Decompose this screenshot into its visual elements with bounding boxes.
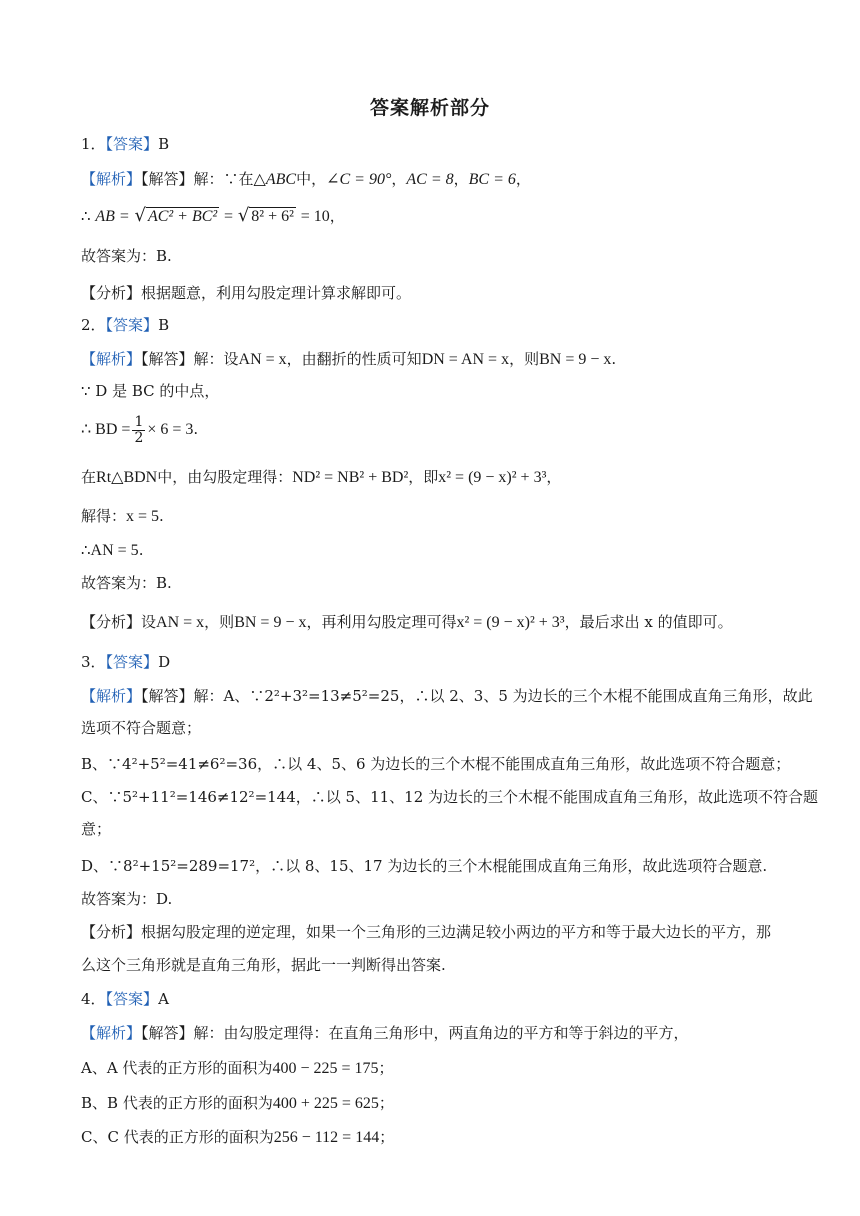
q4-b-line bbox=[81, 1093, 811, 1114]
q1-therefore: ∴ bbox=[81, 207, 91, 225]
q2-final: 故答案为：B. bbox=[81, 574, 172, 592]
q2-l1f: BN = 9 − x bbox=[539, 351, 612, 368]
q1-analysis-tag: 【分析】 bbox=[81, 284, 142, 302]
q4-a-line bbox=[81, 1058, 811, 1079]
q2-an-d: BN = 9 − x bbox=[234, 614, 307, 631]
q4-c-math: 256 − 112 = 144 bbox=[273, 1129, 380, 1146]
q2-l4f: x² = (9 − x)² + 3³ bbox=[438, 469, 547, 486]
q2-l5a: 解得： bbox=[81, 507, 127, 525]
q3-c-line2: 意； bbox=[81, 820, 112, 838]
q4-a-math: 400 − 225 = 175 bbox=[272, 1060, 379, 1077]
q4-c-end: ； bbox=[379, 1128, 395, 1146]
q2-l3c: . bbox=[193, 420, 199, 438]
q2-jiexi-tag: 【解析】 bbox=[81, 350, 142, 368]
q2-l4d: ND² = NB² + BD² bbox=[292, 469, 409, 486]
q1-mid: 中， bbox=[296, 170, 327, 188]
q2-number: 2． bbox=[81, 316, 106, 334]
q1-eq: = bbox=[224, 208, 234, 225]
q2-line1 bbox=[81, 349, 811, 370]
q1-answer-tag: 【答案】 bbox=[105, 135, 159, 153]
q2-l5b: x = 5 bbox=[126, 508, 160, 525]
q2-line3 bbox=[81, 414, 811, 446]
q1-jiexi-tag: 【解析】 bbox=[81, 170, 142, 188]
q2-line5 bbox=[81, 506, 811, 527]
q1-comma1: ， bbox=[391, 170, 407, 188]
q4-number: 4． bbox=[81, 990, 106, 1008]
q2-l5c: . bbox=[159, 507, 164, 525]
q3-a-text1: 【解答】解：A、∵2²+3²=13≠5²=25，∴以 2、3、5 为边长的三个木棍不能围成直角三角形，故此 bbox=[141, 687, 813, 705]
q1-sqrt2: 8² + 6² bbox=[251, 208, 294, 225]
q4-a-text: A、A 代表的正方形的面积为 bbox=[81, 1059, 273, 1077]
q4-a-end: ； bbox=[378, 1059, 394, 1077]
q1-cond-angle: ∠C = 90° bbox=[326, 171, 392, 188]
q1-comma3: ， bbox=[515, 170, 531, 188]
q4-answer-tag: 【答案】 bbox=[105, 990, 159, 1008]
q4-b-math: 400 + 225 = 625 bbox=[272, 1095, 379, 1112]
q3-final: 故答案为：D. bbox=[81, 890, 173, 908]
q1-analysis bbox=[81, 283, 811, 303]
q4-b-text: B、B 代表的正方形的面积为 bbox=[81, 1094, 273, 1112]
q3-b-line: B、∵4²+5²=41≠6²=36，∴以 4、5、6 为边长的三个木棍不能围成直角三角形，故此选项不符合题意； bbox=[81, 755, 791, 773]
q2-an-b: AN = x bbox=[156, 614, 205, 631]
q2-an-c: ，则 bbox=[204, 613, 235, 631]
q2-l3b: × 6 = 3 bbox=[147, 421, 194, 438]
sqrt-icon: √ bbox=[134, 205, 146, 226]
q3-d-line: D、∵8²+15²=289=17²，∴以 8、15、17 为边长的三个木棍能围成直角三角形，故此选项符合题意. bbox=[81, 857, 768, 875]
q2-an-e: ，再利用勾股定理可得 bbox=[306, 613, 457, 631]
q1-sqrt1: AC² + BC² bbox=[147, 208, 218, 225]
q1-number: 1． bbox=[81, 135, 106, 153]
q3-analysis-text1: 根据勾股定理的逆定理，如果一个三角形的三边满足较小两边的平方和等于最大边长的平方，那 bbox=[141, 923, 772, 941]
q2-l6c: . bbox=[138, 541, 144, 559]
q1-ab-right: = 10 bbox=[300, 208, 330, 225]
q2-answer: B bbox=[158, 316, 170, 334]
q3-analysis-tag: 【分析】 bbox=[81, 923, 142, 941]
q1-solution-line2 bbox=[81, 206, 811, 227]
q2-l1a: 【解答】解：设 bbox=[141, 350, 239, 368]
q2-line6 bbox=[81, 540, 811, 561]
q1-answer: B bbox=[158, 135, 170, 153]
q4-line1 bbox=[81, 1023, 811, 1043]
q3-a-line2: 选项不符合题意； bbox=[81, 719, 202, 737]
q1-analysis-text: 根据题意，利用勾股定理计算求解即可。 bbox=[141, 284, 412, 302]
q3-a-line1 bbox=[81, 686, 811, 706]
q3-jiexi-tag: 【解析】 bbox=[81, 687, 142, 705]
q2-line2: ∵ D 是 BC 的中点， bbox=[81, 382, 220, 400]
q1-solution-line1 bbox=[81, 169, 811, 190]
q2-an-g: ，最后求出 x 的值即可。 bbox=[564, 613, 733, 631]
q3-number: 3． bbox=[81, 653, 106, 671]
q2-answer-tag: 【答案】 bbox=[105, 316, 159, 334]
q1-ab-left: AB = bbox=[95, 208, 130, 225]
page-title: 答案解析部分 bbox=[369, 97, 490, 119]
q2-l4b: Rt△BDN bbox=[96, 469, 158, 486]
q2-l4c: 中，由勾股定理得： bbox=[157, 468, 293, 486]
q1-end-comma: ， bbox=[329, 207, 345, 225]
q1-cond-bc: BC = 6 bbox=[468, 171, 516, 188]
q4-b-end: ； bbox=[378, 1094, 394, 1112]
q2-an-f: x² = (9 − x)² + 3³ bbox=[456, 614, 565, 631]
q3-analysis2: 么这个三角形就是直角三角形，据此一一判断得出答案. bbox=[81, 956, 446, 974]
q2-frac-num: 1 bbox=[134, 413, 144, 430]
q2-answer-line bbox=[81, 315, 811, 335]
q2-line4 bbox=[81, 467, 811, 488]
q2-l4a: 在 bbox=[81, 468, 97, 486]
q4-line1-text: 【解答】解：由勾股定理得：在直角三角形中，两直角边的平方和等于斜边的平方， bbox=[141, 1024, 689, 1042]
q2-l3a: ∴ BD = bbox=[81, 421, 131, 438]
q2-analysis bbox=[81, 612, 811, 633]
q2-l1b: AN = x bbox=[238, 351, 287, 368]
q1-cond-ac: AC = 8 bbox=[406, 171, 454, 188]
q2-an-a: 设 bbox=[141, 613, 157, 631]
q3-analysis1 bbox=[81, 922, 811, 942]
q3-c-line1: C、∵5²+11²=146≠12²=144，∴以 5、11、12 为边长的三个木棍不能围成直角三角形，故此选项不符合题 bbox=[81, 788, 819, 806]
q4-answer: A bbox=[158, 990, 169, 1008]
q3-answer-tag: 【答案】 bbox=[105, 653, 159, 671]
q1-triangle: △ABC bbox=[253, 171, 297, 188]
q2-analysis-tag: 【分析】 bbox=[81, 613, 142, 631]
q2-fraction bbox=[132, 415, 145, 446]
q1-answer-line bbox=[81, 134, 811, 154]
q1-final: 故答案为：B. bbox=[81, 247, 172, 265]
q3-answer-line bbox=[81, 652, 811, 672]
q1-comma2: ， bbox=[453, 170, 469, 188]
q2-l6a: ∴ bbox=[81, 541, 91, 559]
q4-c-text: C、C 代表的正方形的面积为 bbox=[81, 1128, 274, 1146]
q1-jieda: 【解答】解：∵在 bbox=[141, 170, 254, 188]
q2-l1e: ，则 bbox=[509, 350, 540, 368]
q2-l4g: ， bbox=[546, 468, 562, 486]
q2-l4e: ，即 bbox=[408, 468, 439, 486]
q2-l1g: . bbox=[611, 350, 617, 368]
sqrt-icon: √ bbox=[237, 205, 250, 226]
q4-c-line bbox=[81, 1127, 811, 1148]
q3-answer: D bbox=[158, 653, 171, 671]
q4-answer-line bbox=[81, 989, 811, 1009]
q2-frac-den: 2 bbox=[134, 429, 144, 446]
q2-l1d: DN = AN = x bbox=[421, 351, 510, 368]
q2-l1c: ，由翻折的性质可知 bbox=[286, 350, 422, 368]
q4-jiexi-tag: 【解析】 bbox=[81, 1024, 142, 1042]
q2-l6b: AN = 5 bbox=[90, 542, 139, 559]
